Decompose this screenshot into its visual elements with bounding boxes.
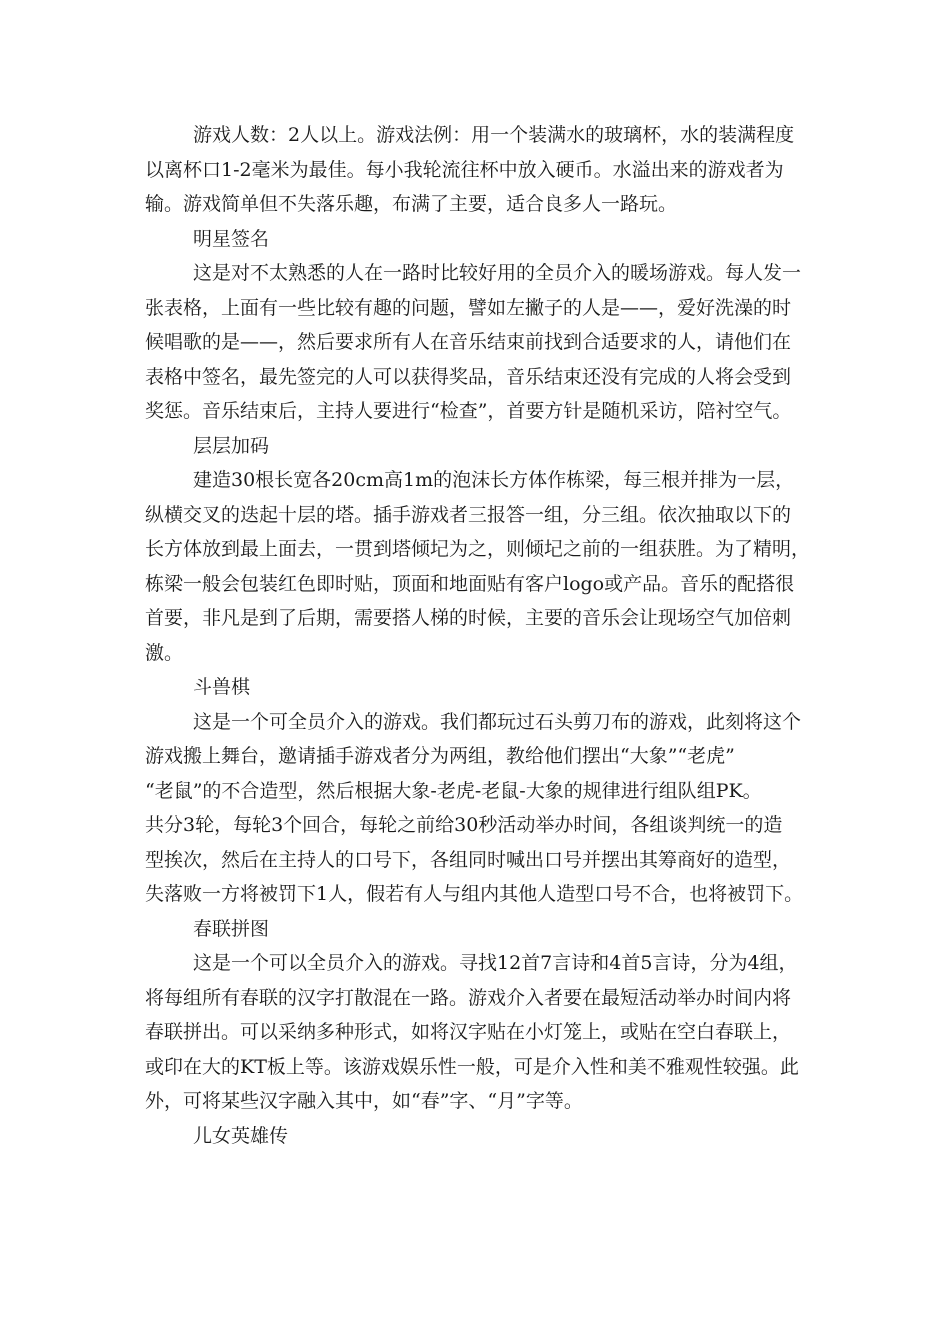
paragraph-line: “老鼠”的不合造型，然后根据大象-老虎-老鼠-大象的规律进行组队组PK。 [145, 779, 762, 802]
paragraph-line: 纵横交叉的迭起十层的塔。插手游戏者三报答一组，分三组。依次抽取以下的 [145, 503, 792, 526]
paragraph-line: 型挨次，然后在主持人的口号下，各组同时喊出口号并摆出其筹商好的造型， [145, 848, 792, 871]
section-layer-stacking [145, 429, 815, 671]
paragraph-line: 春联拼出。可以采纳多种形式，如将汉字贴在小灯笼上，或贴在空白春联上， [145, 1021, 792, 1043]
section-heading: 斗兽棋 [193, 676, 251, 698]
section-star-signature [145, 222, 815, 429]
section-heading: 层层加码 [193, 434, 270, 457]
paragraph-line: 张表格，上面有一些比较有趣的问题，譬如左撇子的人是——，爱好洗澡的时 [145, 296, 792, 319]
paragraph-line: 长方体放到最上面去，一贯到塔倾圮为之，则倾圮之前的一组获胜。为了精明， [145, 538, 811, 560]
section-animal-chess [145, 670, 815, 912]
section-heading: 儿女英雄传 [193, 1124, 289, 1147]
paragraph-line: 失落败一方将被罚下1人，假若有人与组内其他人造型口号不合，也将被罚下。 [145, 883, 804, 905]
paragraph-line: 这是一个可全员介入的游戏。我们都玩过石头剪刀布的游戏，此刻将这个 [193, 710, 802, 733]
paragraph-line: 这是一个可以全员介入的游戏。寻找12首7言诗和4首5言诗，分为4组， [193, 952, 798, 974]
section-heading: 明星签名 [193, 227, 270, 250]
section-game-rules [145, 118, 815, 222]
section-couplet-puzzle [145, 912, 815, 1119]
paragraph-line: 游戏搬上舞台，邀请插手游戏者分为两组，教给他们摆出“大象”“老虎” [145, 745, 735, 767]
section-heading: 春联拼图 [193, 917, 270, 940]
paragraph-line: 表格中签名，最先签完的人可以获得奖品，音乐结束还没有完成的人将会受到 [145, 365, 792, 388]
paragraph-line: 这是对不太熟悉的人在一路时比较好用的全员介入的暖场游戏。每人发一 [193, 262, 802, 284]
paragraph-line: 奖惩。音乐结束后，主持人要进行“检查”，首要方针是随机采访，陪衬空气。 [145, 400, 792, 422]
section-heroes [145, 1119, 815, 1154]
paragraph-line: 游戏人数：2人以上。游戏法例：用一个装满水的玻璃杯，水的装满程度 [193, 124, 795, 146]
paragraph-line: 共分3轮，每轮3个回合，每轮之前给30秒活动举办时间，各组谈判统一的造 [145, 814, 783, 836]
paragraph-line: 外，可将某些汉字融入其中，如“春”字、“月”字等。 [145, 1090, 583, 1112]
paragraph-line: 输。游戏简单但不失落乐趣，布满了主要，适合良多人一路玩。 [145, 193, 678, 215]
paragraph-line: 以离杯口1-2毫米为最佳。每小我轮流往杯中放入硬币。水溢出来的游戏者为 [145, 158, 784, 181]
paragraph-line: 将每组所有春联的汉字打散混在一路。游戏介入者要在最短活动举办时间内将 [145, 986, 792, 1009]
paragraph-line: 栋梁一般会包装红色即时贴，顶面和地面贴有客户logo或产品。音乐的配搭很 [145, 572, 795, 595]
paragraph-line: 首要，非凡是到了后期，需要搭人梯的时候，主要的音乐会让现场空气加倍刺 [145, 607, 792, 629]
paragraph-line: 候唱歌的是——，然后要求所有人在音乐结束前找到合适要求的人，请他们在 [145, 331, 792, 353]
document-body [145, 118, 815, 1153]
paragraph-line: 或印在大的KT板上等。该游戏娱乐性一般，可是介入性和美不雅观性较强。此 [145, 1055, 799, 1078]
paragraph-line: 激。 [145, 641, 184, 664]
paragraph-line: 建造30根长宽各20cm高1m的泡沫长方体作栋梁，每三根并排为一层， [193, 469, 795, 491]
